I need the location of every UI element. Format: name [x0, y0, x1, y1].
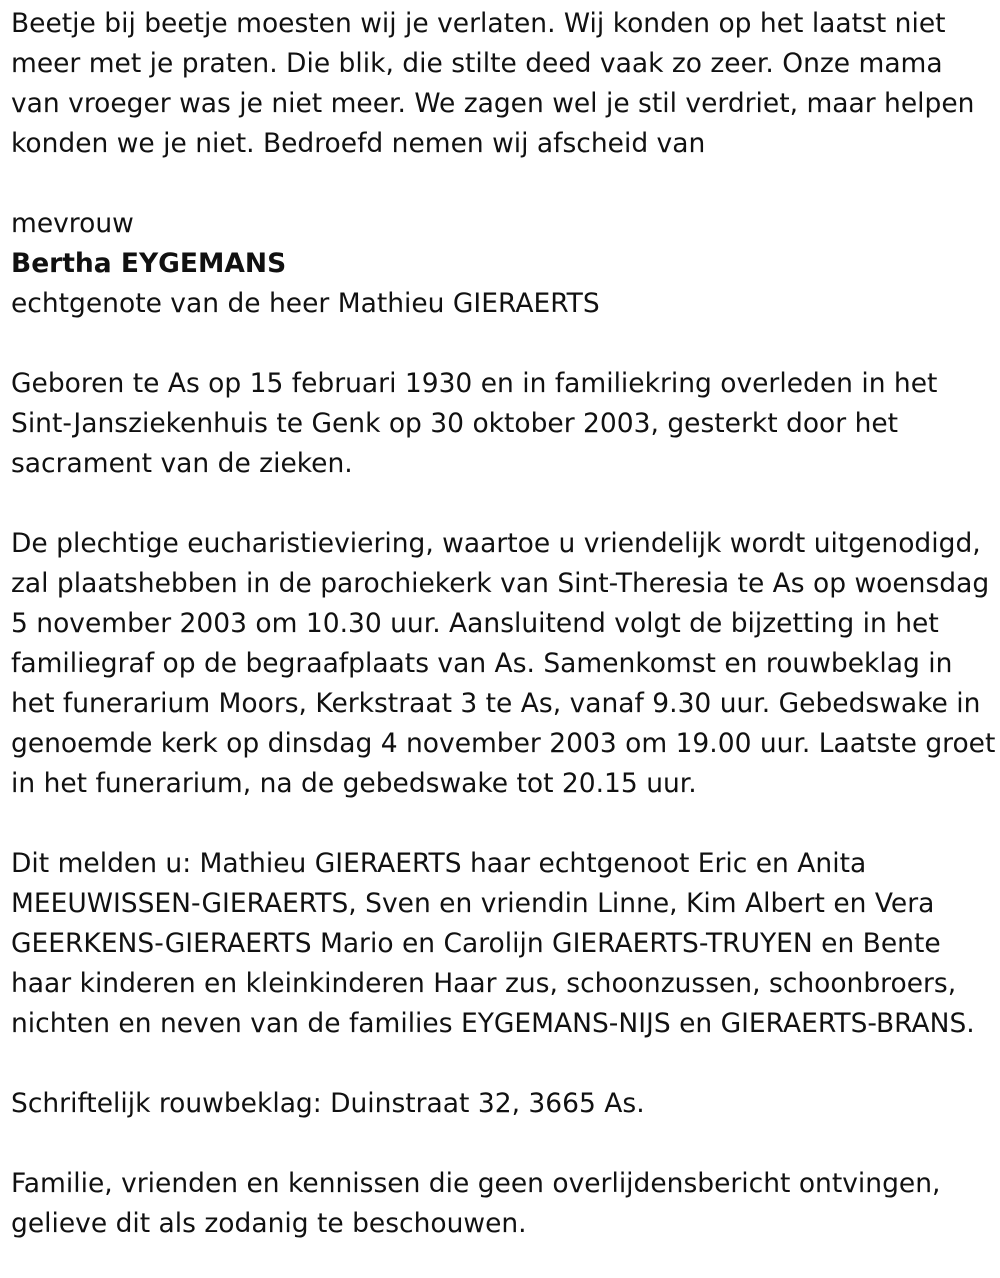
spacer [11, 1124, 996, 1164]
closing-paragraph: Familie, vrienden en kennissen die geen overlijdensbericht ontvingen, gelieve dit als zodanig te beschouwen. [11, 1168, 941, 1239]
spacer [11, 324, 996, 364]
birth-death-paragraph: Geboren te As op 15 februari 1930 en in familiekring overleden in het Sint-Jansziekenhuis te Genk op 30 oktober 2003, gesterkt door het sacrament van de zieken. [11, 368, 938, 479]
deceased-name: Bertha EYGEMANS [11, 248, 287, 279]
ceremony-paragraph: De plechtige eucharistieviering, waartoe u vriendelijk wordt uitgenodigd, zal plaatshebben in de parochiekerk van Sint-Theresia te As op woensdag 5 november 2003 om 10.30 uur. Aansluitend volgt de bijzetting in het familiegraf op de begraafplaats van As. Samenkomst en rouwbeklag in het funerarium Moors, Kerkstraat 3 te As, vanaf 9.30 uur. Gebedswake in genoemde kerk op dinsdag 4 november 2003 om 19.00 uur. Laatste groet in het funerarium, na de gebedswake tot 20.15 uur. [11, 528, 996, 799]
spacer [11, 484, 996, 524]
family-paragraph: Dit melden u: Mathieu GIERAERTS haar echtgenoot Eric en Anita MEEUWISSEN-GIERAERTS, Sven en vriendin Linne, Kim Albert en Vera GEERKENS-GIERAERTS Mario en Carolijn GIERAERTS-TRUYEN en Bente haar kinderen en kleinkinderen Haar zus, schoonzussen, schoonbroers, nichten en neven van de families EYGEMANS-NIJS en GIERAERTS-BRANS. [11, 848, 975, 1039]
honorific: mevrouw [11, 208, 134, 239]
obituary-notice [11, 4, 996, 1244]
condolence-address: Schriftelijk rouwbeklag: Duinstraat 32, 3665 As. [11, 1088, 645, 1119]
intro-paragraph: Beetje bij beetje moesten wij je verlaten. Wij konden op het laatst niet meer met je praten. Die blik, die stilte deed vaak zo zeer. Onze mama van vroeger was je niet meer. We zagen wel je stil verdriet, maar helpen konden we je niet. Bedroefd nemen wij afscheid van [11, 8, 975, 159]
spacer [11, 804, 996, 844]
spacer [11, 164, 996, 204]
spacer [11, 1044, 996, 1084]
spouse-line: echtgenote van de heer Mathieu GIERAERTS [11, 288, 600, 319]
